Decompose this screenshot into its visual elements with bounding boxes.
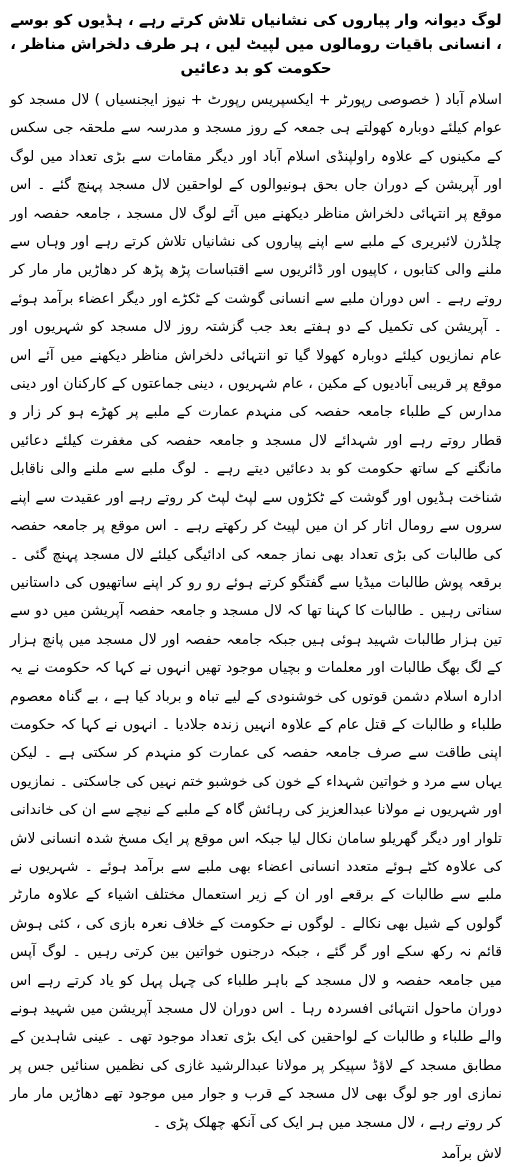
article-headline: لوگ دیوانہ وار پیاروں کی نشانیاں تلاش کرتے رہے ، ہڈیوں کو بوسے ، انسانی باقیات رومالوں میں لپیٹ لیں ، ہر طرف دلخراش مناظر ، حکومت کو بد دعائیں <box>10 11 502 77</box>
section-subheading: لاش برآمد <box>441 1146 502 1163</box>
article-body: اسلام آباد ( خصوصی رپورٹر + ایکسپریس رپورٹ + نیوز ایجنسیاں ) لال مسجد کو عوام کیلئے دوبارہ کھولتے ہی جمعہ کے روز مسجد و مدرسہ سے ملحقہ جی سکس کے مکینوں کے علاوہ راولپنڈی اسلام آباد اور دیگر مقامات سے بڑی تعداد میں لوگ اور آپریشن کے دوران جاں بحق ہونیوالوں کے لواحقین لال مسجد پہنچ گئے ۔ اس موقع پر انتہائی دلخراش مناظر دیکھنے میں آئے لوگ لال مسجد ، جامعہ حفصہ اور چلڈرن لائبریری کے ملبے سے اپنے پیاروں کی نشانیاں تلاش کرتے رہے اور وہاں سے ملنے والی کتابوں ، کاپیوں اور ڈائریوں سے اقتباسات پڑھ پڑھ کر دھاڑیں مار مار کر روتے رہے ۔ اس دوران ملبے سے انسانی گوشت کے ٹکڑے اور دیگر اعضاء برآمد ہوئے ۔ آپریشن کی تکمیل کے دو ہفتے بعد جب گزشتہ روز لال مسجد کو شہریوں اور عام نمازیوں کیلئے دوبارہ کھولا گیا تو انتہائی دلخراش مناظر دیکھنے میں آئے اس موقع پر قریبی آبادیوں کے مکین ، عام شہریوں ، دینی جماعتوں کے کارکنان اور دینی مدارس کے طلباء جامعہ حفصہ کی منہدم عمارت کے ملبے پر کھڑے ہو کر زار و قطار روتے رہے اور شہدائے لال مسجد و جامعہ حفصہ کی مغفرت کیلئے دعائیں مانگنے کے ساتھ حکومت کو بد دعائیں دیتے رہے ۔ لوگ ملبے سے ملنے والی ناقابل شناخت ہڈیوں اور گوشت کے ٹکڑوں سے لپٹ لپٹ کر روتے رہے اور عقیدت سے اپنے سروں سے رومال اتار کر ان میں لپیٹ کر رکھتے رہے ۔ اس موقع پر جامعہ حفصہ کی طالبات کی بڑی تعداد بھی نماز جمعہ کی ادائیگی کیلئے لال مسجد پہنچ گئی ۔ برقعہ پوش طالبات میڈیا سے گفتگو کرتے ہوئے رو رو کر اپنے ساتھیوں کی داستانیں سناتی رہیں ۔ طالبات کا کہنا تھا کہ لال مسجد و جامعہ حفصہ آپریشن میں دو سے تین ہزار طالبات شہید ہوئی ہیں جبکہ جامعہ حفصہ اور لال مسجد میں پانچ ہزار کے لگ بھگ طالبات اور معلمات و بچیاں موجود تھیں انہوں نے کہا کہ حکومت نے یہ ادارہ اسلام دشمن قوتوں کی خوشنودی کے لیے تباہ و برباد کیا ہے ، بے گناہ معصوم طلباء و طالبات کے قتل عام کے علاوہ انہیں زندہ جلادیا ۔ انہوں نے کہا کہ حکومت اپنی طاقت سے صرف جامعہ حفصہ کی عمارت کو منہدم کر سکتی ہے ۔ لیکن یہاں سے مرد و خواتین شہداء کے خون کی خوشبو ختم نہیں کی جاسکتی ۔ نمازیوں اور شہریوں نے مولانا عبدالعزیز کی رہائش گاہ کے ملبے کے نیچے سے ان کی خاندانی تلوار اور دیگر گھریلو سامان نکال لیا جبکہ اس موقع پر ایک مسخ شدہ انسانی لاش کی علاوہ کٹے ہوئے متعدد انسانی اعضاء بھی ملبے سے برآمد ہوئے ۔ شہریوں نے ملبے سے طالبات کے برقعے اور ان کے زیر استعمال مختلف اشیاء کے علاوہ مارٹر گولوں کے شیل بھی نکالے ۔ لوگوں نے حکومت کے خلاف نعرہ بازی کی ، کئی ہوش قائم نہ رکھ سکے اور گر گئے ، جبکہ درجنوں خواتین بین کرتی رہیں ۔ لوگ آپس میں جامعہ حفصہ و لال مسجد کے باہر طلباء کی چہل پہل کو یاد کرتے رہے اس دوران ماحول انتہائی افسردہ رہا ۔ اس دوران لال مسجد آپریشن میں شہید ہونے والے طلباء و طالبات کے لواحقین کی ایک بڑی تعداد موجود تھی ۔ عینی شاہدین کے مطابق مسجد کے لاؤڈ سپیکر پر مولانا عبدالرشید غازی کی نظمیں سنائیں جس پر نمازی اور جو لوگ بھی لال مسجد کے قرب و جوار میں موجود تھے دھاڑیں مار مار کر روتے رہے ، لال مسجد میں ہر ایک کی آنکھ چھلک پڑی ۔ <box>10 92 502 1131</box>
